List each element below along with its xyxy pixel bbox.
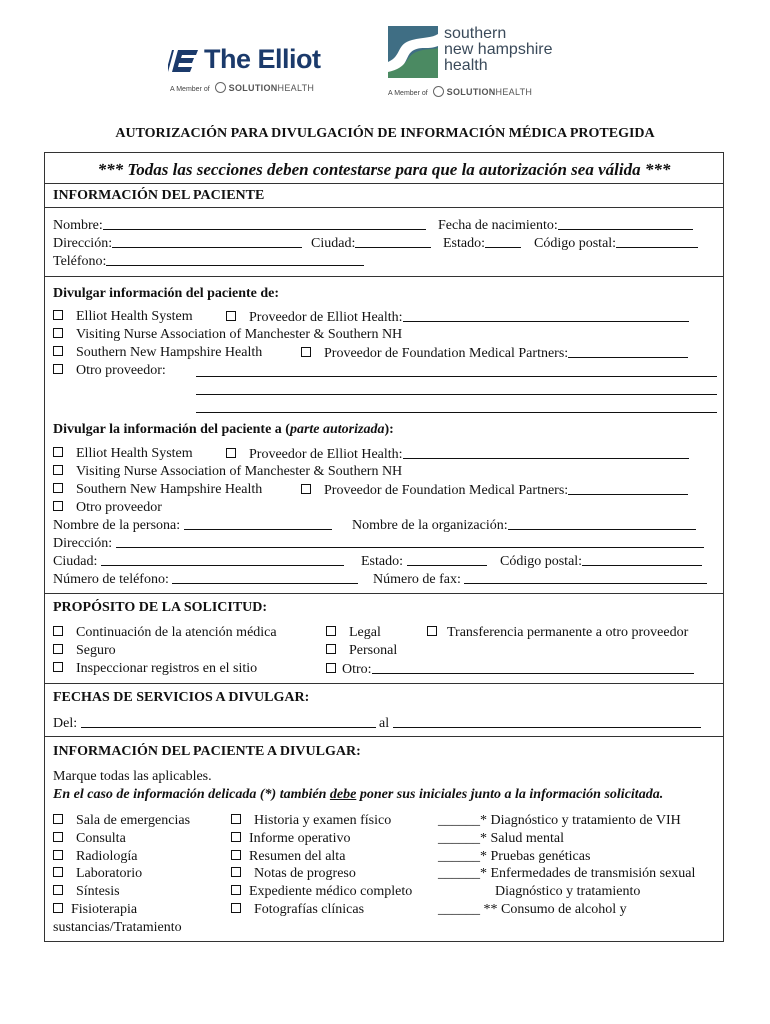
patient-city-field[interactable]: [311, 235, 431, 252]
disclose-item[interactable]: [53, 849, 137, 865]
checkbox[interactable]: [53, 832, 63, 842]
label: Dirección:: [53, 236, 113, 251]
purpose-insurance[interactable]: [53, 643, 116, 659]
release-to-foundation[interactable]: [301, 482, 688, 499]
checkbox[interactable]: [53, 501, 63, 511]
snh-line-1: southern: [444, 25, 507, 42]
disclose-item[interactable]: [53, 884, 120, 900]
option-label: Consulta: [76, 831, 126, 846]
heading-part: ):: [384, 422, 394, 437]
dates-to-field[interactable]: [379, 715, 701, 732]
option-label: Otro proveedor:: [76, 363, 166, 378]
disclose-item[interactable]: [231, 866, 356, 882]
label: Estado:: [361, 554, 403, 569]
checkbox[interactable]: [53, 483, 63, 493]
checkbox[interactable]: [53, 447, 63, 457]
checkbox[interactable]: [53, 662, 63, 672]
option-label: Síntesis: [76, 884, 120, 899]
note-part: En el caso de información delicada (*) también: [53, 787, 330, 802]
patient-info-heading: INFORMACIÓN DEL PACIENTE: [53, 188, 265, 203]
recipient-fax-field[interactable]: [373, 571, 707, 588]
patient-phone-field[interactable]: [53, 253, 364, 270]
checkbox[interactable]: [427, 626, 437, 636]
dates-heading: FECHAS DE SERVICIOS A DIVULGAR:: [53, 690, 310, 705]
checkbox[interactable]: [53, 328, 63, 338]
checkbox[interactable]: [226, 448, 236, 458]
label: al: [379, 716, 390, 731]
purpose-heading: PROPÓSITO DE LA SOLICITUD:: [53, 600, 268, 615]
disclose-item[interactable]: [231, 884, 412, 900]
sensitive-item[interactable]: ______ ** Consumo de alcohol y: [438, 902, 627, 917]
checkbox[interactable]: [231, 832, 241, 842]
recipient-person-field[interactable]: [53, 517, 332, 534]
elliot-logo-mark-icon: [168, 48, 200, 74]
heading-part: Divulgar la información del paciente a (: [53, 422, 290, 437]
label: Ciudad:: [53, 554, 98, 569]
write-in-line[interactable]: [196, 412, 717, 413]
write-in-line[interactable]: [196, 394, 717, 395]
sensitive-item[interactable]: ______* Pruebas genéticas: [438, 849, 591, 864]
label: Código postal:: [500, 554, 583, 569]
release-to-heading: [53, 422, 394, 438]
label: Ciudad:: [311, 236, 356, 251]
release-to-other[interactable]: [53, 500, 162, 516]
checkbox[interactable]: [53, 814, 63, 824]
release-from-elliot-system[interactable]: [53, 309, 193, 325]
disclose-item-continued: sustancias/Tratamiento: [53, 920, 182, 935]
checkbox[interactable]: [231, 903, 241, 913]
option-label: Proveedor de Elliot Health:: [249, 310, 403, 325]
release-from-snh[interactable]: [53, 345, 262, 361]
checkbox[interactable]: [231, 850, 241, 860]
option-label: Seguro: [76, 643, 116, 658]
heading-part: parte autorizada: [289, 422, 385, 437]
recipient-org-field[interactable]: [352, 517, 696, 534]
option-label: Proveedor de Elliot Health:: [249, 447, 403, 462]
member-org-2: HEALTH: [495, 87, 533, 97]
sensitive-item[interactable]: ______* Diagnóstico y tratamiento de VIH: [438, 813, 681, 828]
sensitive-info-note: [53, 787, 663, 803]
member-org-2: HEALTH: [277, 83, 315, 93]
label: Estado:: [443, 236, 485, 251]
label: Fecha de nacimiento:: [438, 218, 558, 233]
checkbox[interactable]: [326, 663, 336, 673]
option-label: Elliot Health System: [76, 309, 193, 324]
release-to-elliot-system[interactable]: [53, 446, 193, 462]
label: Teléfono:: [53, 254, 107, 269]
checkbox[interactable]: [231, 814, 241, 824]
label: Código postal:: [534, 236, 617, 251]
note-part: debe: [329, 787, 357, 802]
divider: [44, 183, 724, 184]
label: Nombre:: [53, 218, 103, 233]
member-org: SOLUTION: [228, 83, 278, 93]
disclose-item[interactable]: [53, 866, 142, 882]
divider: [44, 736, 724, 737]
checkbox[interactable]: [226, 311, 236, 321]
divider: [44, 207, 724, 208]
checkbox[interactable]: [53, 346, 63, 356]
option-label: Proveedor de Foundation Medical Partners:: [324, 346, 569, 361]
solution-health-icon: [433, 86, 444, 97]
release-from-heading: Divulgar información del paciente de:: [53, 286, 280, 301]
recipient-zip-field[interactable]: [500, 553, 702, 570]
snh-line-3: health: [444, 57, 488, 74]
sensitive-item[interactable]: ______* Salud mental: [438, 831, 564, 846]
mark-all-note: Marque todas las aplicables.: [53, 769, 212, 784]
document-title: AUTORIZACIÓN PARA DIVULGACIÓN DE INFORMACIÓN MÉDICA PROTEGIDA: [115, 126, 655, 141]
option-label: Inspeccionar registros en el sitio: [76, 661, 258, 676]
checkbox[interactable]: [53, 310, 63, 320]
option-label: Transferencia permanente a otro proveedor: [447, 625, 689, 640]
option-label: Informe operativo: [249, 831, 351, 846]
disclose-heading: INFORMACIÓN DEL PACIENTE A DIVULGAR:: [53, 744, 361, 759]
purpose-inspect[interactable]: [53, 661, 257, 677]
purpose-transfer[interactable]: [427, 625, 688, 641]
purpose-personal[interactable]: [326, 643, 397, 659]
option-label: Expediente médico completo: [249, 884, 413, 899]
release-to-elliot-provider[interactable]: [226, 446, 689, 463]
patient-zip-field[interactable]: [534, 235, 698, 252]
option-label: Radiología: [76, 849, 138, 864]
release-from-vna[interactable]: [53, 327, 402, 343]
sensitive-item-continued: Diagnóstico y tratamiento: [495, 884, 641, 899]
snh-logo: [388, 26, 568, 100]
member-org: SOLUTION: [446, 87, 496, 97]
patient-state-field[interactable]: [443, 235, 521, 252]
option-label: Southern New Hampshire Health: [76, 482, 263, 497]
checkbox[interactable]: [231, 867, 241, 877]
option-label: Proveedor de Foundation Medical Partners:: [324, 483, 569, 498]
checkbox[interactable]: [326, 626, 336, 636]
release-from-foundation[interactable]: [301, 345, 688, 362]
option-label: Resumen del alta: [249, 849, 346, 864]
divider: [44, 276, 724, 277]
disclose-item[interactable]: [231, 902, 364, 918]
elliot-member-line: [170, 82, 314, 93]
write-in-line[interactable]: [196, 376, 717, 377]
option-label: Notas de progreso: [254, 866, 356, 881]
checkbox[interactable]: [301, 347, 311, 357]
validity-banner: *** Todas las secciones deben contestarse para que la autorización sea válida ***: [97, 160, 671, 179]
patient-name-field[interactable]: [53, 217, 426, 234]
option-label: Otro proveedor: [76, 500, 162, 515]
recipient-state-field[interactable]: [361, 553, 487, 570]
patient-address-field[interactable]: [53, 235, 302, 252]
release-from-other[interactable]: [53, 363, 166, 379]
elliot-logo: [168, 46, 343, 96]
checkbox[interactable]: [53, 364, 63, 374]
disclose-item[interactable]: [231, 813, 391, 829]
checkbox[interactable]: [301, 484, 311, 494]
release-to-snh[interactable]: [53, 482, 262, 498]
checkbox[interactable]: [53, 850, 63, 860]
option-label: Otro:: [342, 662, 372, 677]
disclose-item[interactable]: [231, 849, 345, 865]
member-prefix: A Member of: [170, 86, 210, 93]
checkbox[interactable]: [53, 626, 63, 636]
checkbox[interactable]: [53, 867, 63, 877]
recipient-phone-field[interactable]: [53, 571, 358, 588]
sensitive-item[interactable]: ______* Enfermedades de transmisión sexual: [438, 866, 696, 881]
option-label: Southern New Hampshire Health: [76, 345, 263, 360]
option-label: Historia y examen físico: [254, 813, 392, 828]
recipient-city-field[interactable]: [53, 553, 344, 570]
option-label: Continuación de la atención médica: [76, 625, 277, 640]
checkbox[interactable]: [53, 903, 63, 913]
checkbox[interactable]: [326, 644, 336, 654]
option-label: Fotografías clínicas: [254, 902, 365, 917]
label: Número de fax:: [373, 572, 461, 587]
divider: [44, 593, 724, 594]
checkbox[interactable]: [53, 644, 63, 654]
member-prefix: A Member of: [388, 90, 428, 97]
disclose-item[interactable]: [53, 902, 137, 918]
snh-line-2: new hampshire: [444, 41, 553, 58]
note-part: poner sus iniciales junto a la información solicitada.: [356, 787, 664, 802]
option-label: Visiting Nurse Association of Manchester & Southern NH: [76, 327, 403, 342]
divider: [44, 683, 724, 684]
solution-health-icon: [215, 82, 226, 93]
patient-dob-field[interactable]: [438, 217, 693, 234]
option-label: Elliot Health System: [76, 446, 193, 461]
elliot-logo-text: The Elliot: [204, 44, 321, 74]
checkbox[interactable]: [231, 885, 241, 895]
snh-logo-text: [444, 26, 553, 74]
recipient-address-field[interactable]: [53, 535, 704, 552]
disclose-item[interactable]: [53, 813, 190, 829]
release-to-vna[interactable]: [53, 464, 402, 480]
disclose-item[interactable]: [231, 831, 350, 847]
purpose-other[interactable]: [326, 661, 694, 678]
snh-logo-mark-icon: [388, 26, 438, 78]
checkbox[interactable]: [53, 465, 63, 475]
dates-from-field[interactable]: [53, 715, 376, 732]
purpose-legal[interactable]: [326, 625, 381, 641]
option-label: Fisioterapia: [71, 902, 138, 917]
option-label: Legal: [349, 625, 381, 640]
checkbox[interactable]: [53, 885, 63, 895]
label: Nombre de la persona:: [53, 518, 181, 533]
disclose-item[interactable]: [53, 831, 126, 847]
snh-member-line: [388, 86, 532, 97]
label: Número de teléfono:: [53, 572, 169, 587]
label: Del:: [53, 716, 78, 731]
option-label: Visiting Nurse Association of Manchester & Southern NH: [76, 464, 403, 479]
label: Nombre de la organización:: [352, 518, 508, 533]
release-from-elliot-provider[interactable]: [226, 309, 689, 326]
option-label: Sala de emergencias: [76, 813, 191, 828]
purpose-continuity[interactable]: [53, 625, 277, 641]
option-label: Personal: [349, 643, 398, 658]
label: Dirección:: [53, 536, 113, 551]
option-label: Laboratorio: [76, 866, 143, 881]
